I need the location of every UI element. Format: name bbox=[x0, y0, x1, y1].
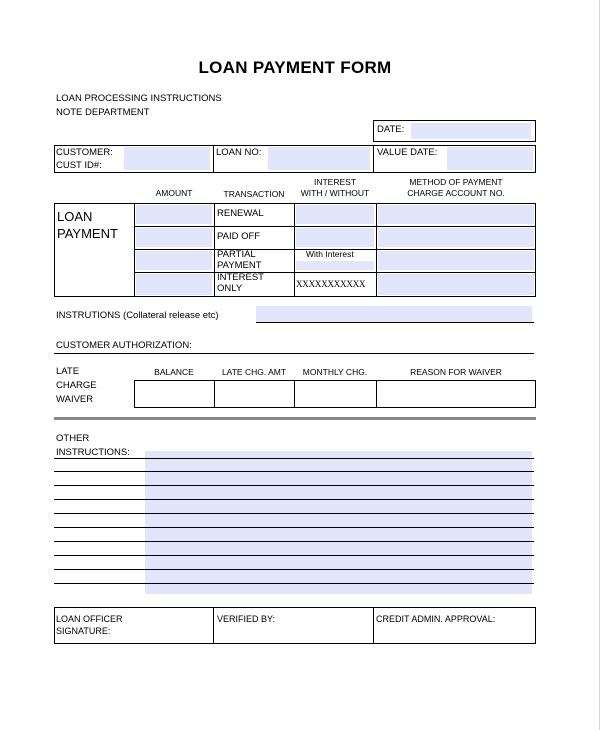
ruled-line bbox=[54, 471, 534, 472]
transaction-paid-off: PAID OFF bbox=[217, 231, 261, 242]
header-transaction: TRANSACTION bbox=[223, 189, 285, 199]
divider bbox=[134, 203, 135, 297]
cust-id-label: CUST ID#: bbox=[56, 160, 102, 171]
method-field-renewal[interactable] bbox=[378, 205, 534, 224]
divider bbox=[134, 226, 536, 227]
credit-admin-label: CREDIT ADMIN. APPROVAL: bbox=[376, 614, 496, 624]
header-interest-1: INTEREST bbox=[313, 177, 357, 187]
transaction-renewal: RENEWAL bbox=[217, 208, 264, 219]
customer-authorization-label: CUSTOMER AUTHORIZATION: bbox=[56, 340, 192, 351]
underline bbox=[256, 322, 534, 323]
customer-field[interactable] bbox=[124, 147, 210, 170]
header-late-chg-amt: LATE CHG. AMT bbox=[221, 367, 287, 377]
method-field-partial[interactable] bbox=[378, 251, 534, 270]
page-title: LOAN PAYMENT FORM bbox=[198, 58, 392, 77]
instructions-collateral-label: INSTRUTIONS (Collateral release etc) bbox=[56, 310, 219, 321]
amount-field-partial[interactable] bbox=[136, 251, 212, 270]
ruled-line bbox=[54, 458, 534, 459]
divider bbox=[213, 607, 214, 644]
transaction-partial-2: PAYMENT bbox=[217, 260, 262, 271]
customer-label: CUSTOMER: bbox=[56, 147, 113, 158]
ruled-line bbox=[54, 499, 534, 500]
divider bbox=[294, 380, 295, 408]
signature-label: SIGNATURE: bbox=[56, 626, 111, 636]
amount-field-paid-off[interactable] bbox=[136, 228, 212, 247]
interest-field-renewal[interactable] bbox=[296, 205, 374, 224]
underline bbox=[54, 353, 534, 354]
payment-label: PAYMENT bbox=[57, 226, 118, 241]
ruled-line bbox=[54, 555, 534, 556]
header-interest-2: WITH / WITHOUT bbox=[300, 188, 370, 198]
section-divider bbox=[54, 417, 536, 420]
amount-field-renewal[interactable] bbox=[136, 205, 212, 224]
header-monthly-chg: MONTHLY CHG. bbox=[302, 367, 368, 377]
divider bbox=[373, 145, 374, 173]
ruled-line bbox=[54, 513, 534, 514]
instructions-collateral-field[interactable] bbox=[256, 306, 532, 322]
charge-label: CHARGE bbox=[56, 380, 97, 391]
instructions-line1: LOAN PROCESSING INSTRUCTIONS bbox=[56, 93, 222, 104]
loan-officer-label: LOAN OFFICER bbox=[56, 614, 123, 624]
value-date-label: VALUE DATE: bbox=[377, 147, 438, 158]
method-field-interest-only[interactable] bbox=[378, 274, 534, 295]
interest-field-partial[interactable] bbox=[296, 261, 374, 270]
with-interest-text: With Interest bbox=[306, 249, 354, 259]
transaction-interest-only-1: INTEREST bbox=[217, 272, 264, 283]
divider bbox=[213, 145, 214, 173]
late-label: LATE bbox=[56, 366, 80, 377]
method-field-paid-off[interactable] bbox=[378, 228, 534, 247]
ruled-line bbox=[54, 569, 534, 570]
verified-by-label: VERIFIED BY: bbox=[217, 614, 276, 624]
divider bbox=[214, 203, 215, 297]
interest-x-text: XXXXXXXXXXX bbox=[296, 279, 366, 289]
instructions-line2: NOTE DEPARTMENT bbox=[56, 107, 150, 118]
date-field[interactable] bbox=[411, 123, 531, 139]
ruled-line bbox=[54, 583, 534, 584]
other-label: OTHER bbox=[56, 433, 90, 444]
transaction-interest-only-2: ONLY bbox=[217, 283, 243, 294]
header-method-1: METHOD OF PAYMENT bbox=[409, 177, 503, 187]
ruled-line bbox=[54, 541, 534, 542]
waiver-label: WAIVER bbox=[56, 394, 94, 405]
loan-no-label: LOAN NO: bbox=[216, 147, 262, 158]
loan-label: LOAN bbox=[57, 209, 93, 224]
header-amount: AMOUNT bbox=[155, 188, 193, 198]
divider bbox=[294, 203, 295, 297]
divider bbox=[134, 272, 536, 273]
divider bbox=[376, 203, 377, 297]
divider bbox=[214, 380, 215, 408]
header-reason-waiver: REASON FOR WAIVER bbox=[410, 367, 502, 377]
other-instructions-label: INSTRUCTIONS: bbox=[56, 447, 130, 458]
ruled-line bbox=[54, 485, 534, 486]
divider bbox=[376, 380, 377, 408]
ruled-line bbox=[54, 527, 534, 528]
date-label: DATE: bbox=[377, 124, 405, 135]
amount-field-interest-only[interactable] bbox=[136, 274, 212, 295]
header-method-2: CHARGE ACCOUNT NO. bbox=[407, 188, 505, 198]
interest-field-paid-off[interactable] bbox=[296, 228, 374, 247]
divider bbox=[373, 607, 374, 644]
transaction-partial-1: PARTIAL bbox=[217, 249, 256, 260]
loan-no-field[interactable] bbox=[268, 147, 370, 170]
other-instructions-field[interactable] bbox=[145, 451, 532, 594]
value-date-field[interactable] bbox=[447, 147, 533, 170]
late-charge-table bbox=[134, 380, 536, 408]
header-balance: BALANCE bbox=[154, 367, 194, 377]
